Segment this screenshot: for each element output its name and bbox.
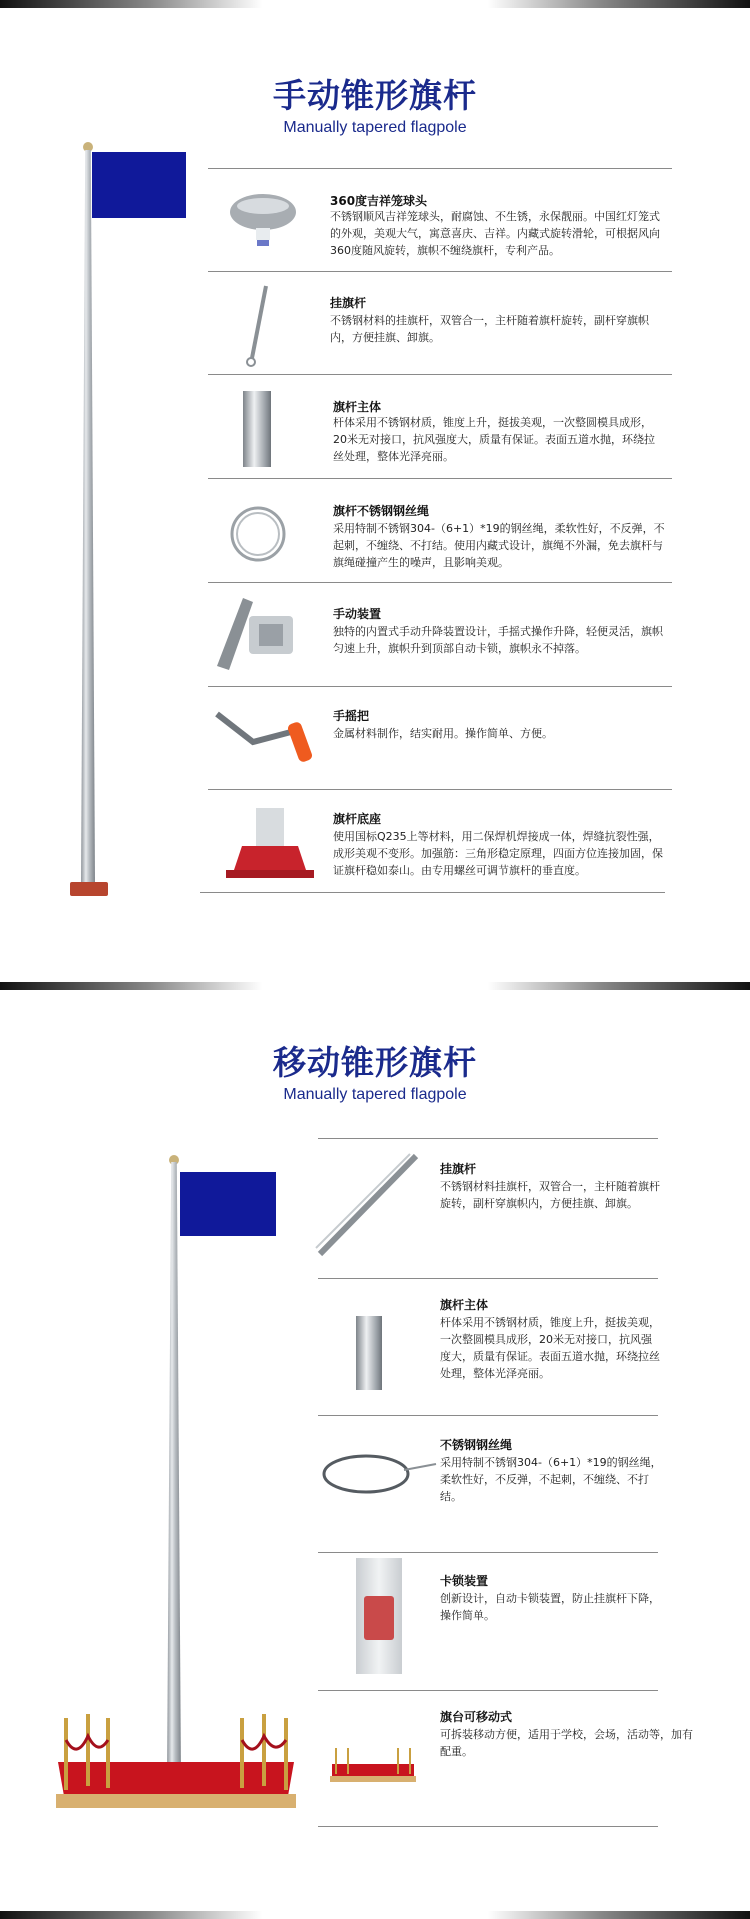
item-title: 挂旗杆 [440,1162,477,1176]
mobile-stage-icon [328,1744,418,1786]
pole-shaft [167,1162,181,1780]
pole-shaft [81,150,95,885]
divider [318,1826,658,1827]
section2-title: 移动锥形旗杆 [273,1043,477,1082]
divider [200,892,665,893]
pole-body-icon [243,391,271,467]
divider [318,1415,658,1416]
top-divider-bar [0,0,750,8]
section-divider-bar [0,982,750,990]
divider [208,582,672,583]
item-description: 不锈钢材料的挂旗杆，双管合一，主杆随着旗杆旋转，副杆穿旗帜内，方便挂旗、卸旗。 [330,314,649,344]
wire-rope-icon [226,502,290,566]
flag-icon [92,152,186,218]
item-title: 手动装置 [333,607,382,621]
crank-handle-icon [213,708,323,770]
divider [208,271,672,272]
item-title: 卡锁装置 [440,1574,489,1588]
item-description: 采用特制不锈钢304-（6+1）*19的钢丝绳，柔软性好，不反弹，不起刺，不缠绕、不打结。使用内藏式设计，旗绳不外漏，免去旗杆与旗绳碰撞产生的噪声，且影响美观。 [333,522,665,569]
pole-body-icon [356,1316,382,1390]
item-title: 挂旗杆 [330,296,367,310]
divider [318,1138,658,1139]
item-description: 金属材料制作，结实耐用。操作简单、方便。 [333,727,553,740]
item-description: 杆体采用不锈钢材质，锥度上升，挺拔美观，一次整圆模具成形，20米无对接口，抗风强度大，质量有保证。表面五道水抛，环绕拉丝处理，整体光泽亮丽。 [440,1316,660,1380]
item-title: 旗台可移动式 [440,1710,513,1724]
divider [208,374,672,375]
item-description: 不锈钢顺风吉祥笼球头，耐腐蚀、不生锈，永保靓丽。中国红灯笼式的外观，美观大气，寓意喜庆、吉祥。内藏式旋转滑轮，可根据风向360度随风旋转，旗帜不缠绕旗杆，专利产品。 [330,210,660,257]
section1-header [0,70,750,137]
item-description: 使用国标Q235上等材料，用二保焊机焊接成一体，焊缝抗裂性强，成形美观不变形。加强筋：三角形稳定原理，四面方位连接加固，保证旗杆稳如泰山。由专用螺丝可调节旗杆的垂直度。 [333,830,663,877]
mobile-stage-icon [52,1700,300,1810]
section1-subtitle: Manually tapered flagpole [283,119,467,136]
item-title: 不锈钢钢丝绳 [440,1438,513,1452]
hanging-rod-icon [312,1150,422,1260]
item-description: 创新设计，自动卡锁装置，防止挂旗杆下降，操作简单。 [440,1592,660,1622]
item-title: 旗杆不锈钢钢丝绳 [333,504,430,518]
lock-latch-icon [364,1596,394,1640]
wire-rope-icon [318,1446,438,1504]
base-icon [222,806,318,880]
divider [318,1690,658,1691]
divider [208,168,672,169]
item-title: 旗杆主体 [333,400,382,414]
item-description: 可拆装移动方便，适用于学校，会场，活动等，加有配重。 [440,1728,693,1758]
divider [208,686,672,687]
divider [318,1552,658,1553]
item-description: 独特的内置式手动升降装置设计，手摇式操作升降，轻便灵活，旗帜匀速上升，旗帜升到顶部自动卡锁，旗帜永不掉落。 [333,625,663,655]
pole-base-icon [70,882,108,896]
divider [208,789,672,790]
item-title: 360度吉祥笼球头 [330,194,428,208]
bottom-divider-bar [0,1911,750,1919]
hanging-rod-icon [240,282,280,370]
divider [208,478,672,479]
flag-icon [180,1172,276,1236]
item-description: 不锈钢材料挂旗杆，双管合一，主杆随着旗杆旋转，副杆穿旗帜内，方便挂旗、卸旗。 [440,1180,660,1210]
item-description: 杆体采用不锈钢材质，锥度上升，挺拔美观，一次整圆模具成形，20米无对接口，抗风强度大，质量有保证。表面五道水抛，环绕拉丝处理，整体光泽亮丽。 [333,416,655,463]
section1-title: 手动锥形旗杆 [273,76,477,115]
winch-icon [213,590,299,672]
item-description: 采用特制不锈钢304-（6+1）*19的钢丝绳，柔软性好，不反弹，不起刺，不缠绕、不打结。 [440,1456,662,1503]
section2-header [0,1037,750,1104]
divider [318,1278,658,1279]
item-title: 旗杆底座 [333,812,382,826]
section2-subtitle: Manually tapered flagpole [283,1086,467,1103]
ball-head-icon [228,188,298,250]
item-title: 手摇把 [333,709,370,723]
item-title: 旗杆主体 [440,1298,489,1312]
